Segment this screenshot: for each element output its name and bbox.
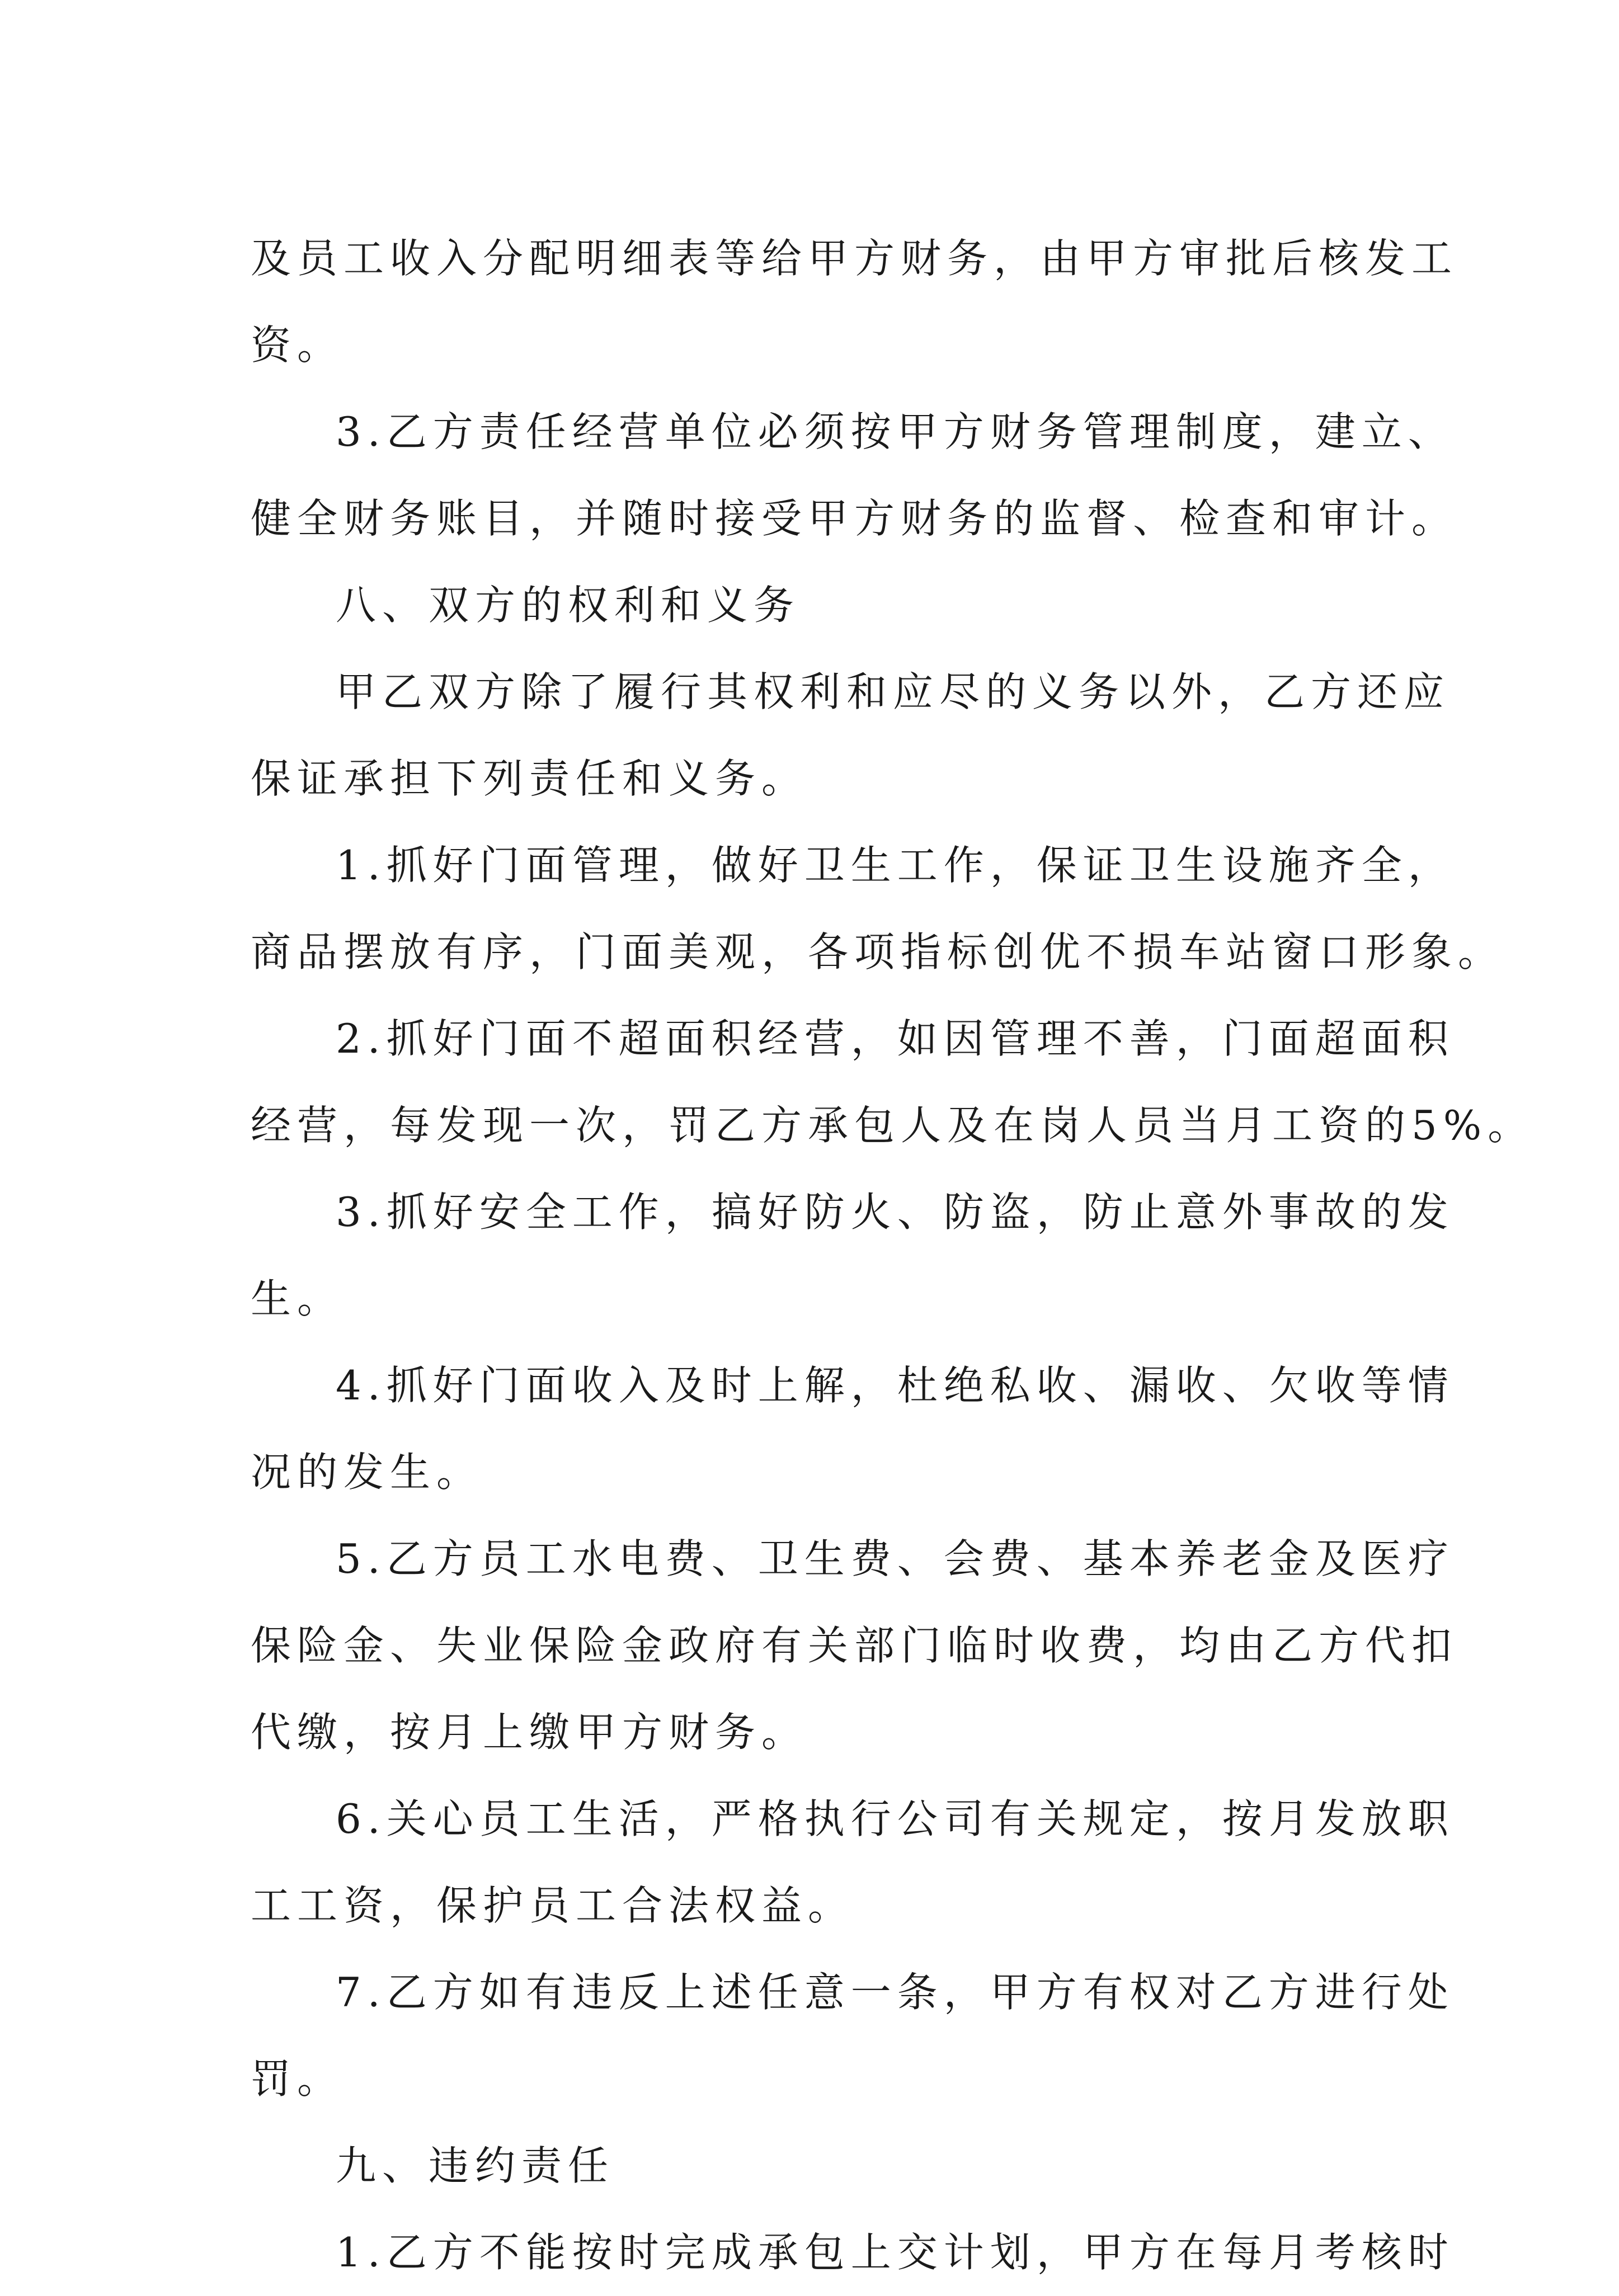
text-line: 商品摆放有序，门面美观，各项指标创优不损车站窗口形象。 bbox=[251, 928, 1505, 975]
text-line: 及员工收入分配明细表等给甲方财务，由甲方审批后核发工 bbox=[251, 235, 1458, 282]
section-heading: 九、违约责任 bbox=[336, 2142, 615, 2189]
text-line: 资。 bbox=[251, 322, 344, 369]
text-line: 5.乙方员工水电费、卫生费、会费、基本养老金及医疗 bbox=[336, 1535, 1455, 1582]
text-line: 7.乙方如有违反上述任意一条，甲方有权对乙方进行处 bbox=[336, 1969, 1455, 2016]
section-heading: 八、双方的权利和义务 bbox=[336, 582, 801, 629]
text-line: 1.乙方不能按时完成承包上交计划，甲方在每月考核时 bbox=[336, 2229, 1455, 2276]
text-line: 代缴，按月上缴甲方财务。 bbox=[251, 1709, 808, 1756]
text-line: 甲乙双方除了履行其权利和应尽的义务以外，乙方还应 bbox=[336, 668, 1451, 715]
text-line: 况的发生。 bbox=[251, 1449, 483, 1496]
text-line: 4.抓好门面收入及时上解，杜绝私收、漏收、欠收等情 bbox=[336, 1362, 1455, 1409]
text-line: 健全财务账目，并随时接受甲方财务的监督、检查和审计。 bbox=[251, 495, 1458, 542]
text-line: 保证承担下列责任和义务。 bbox=[251, 755, 808, 802]
text-line: 工工资，保护员工合法权益。 bbox=[251, 1882, 855, 1929]
text-line: 6.关心员工生活，严格执行公司有关规定，按月发放职 bbox=[336, 1795, 1455, 1842]
text-line: 1.抓好门面管理，做好卫生工作，保证卫生设施齐全， bbox=[336, 842, 1455, 889]
text-line: 保险金、失业保险金政府有关部门临时收费，均由乙方代扣 bbox=[251, 1622, 1458, 1669]
text-line: 经营，每发现一次，罚乙方承包人及在岗人员当月工资的5%。 bbox=[251, 1102, 1535, 1149]
text-line: 罚。 bbox=[251, 2055, 344, 2102]
text-line: 生。 bbox=[251, 1275, 344, 1322]
document-body bbox=[251, 215, 1535, 2296]
text-line: 3.抓好安全工作，搞好防火、防盗，防止意外事故的发 bbox=[336, 1189, 1455, 1236]
text-line: 2.抓好门面不超面积经营，如因管理不善，门面超面积 bbox=[336, 1015, 1455, 1062]
text-line: 3.乙方责任经营单位必须按甲方财务管理制度，建立、 bbox=[336, 408, 1455, 455]
